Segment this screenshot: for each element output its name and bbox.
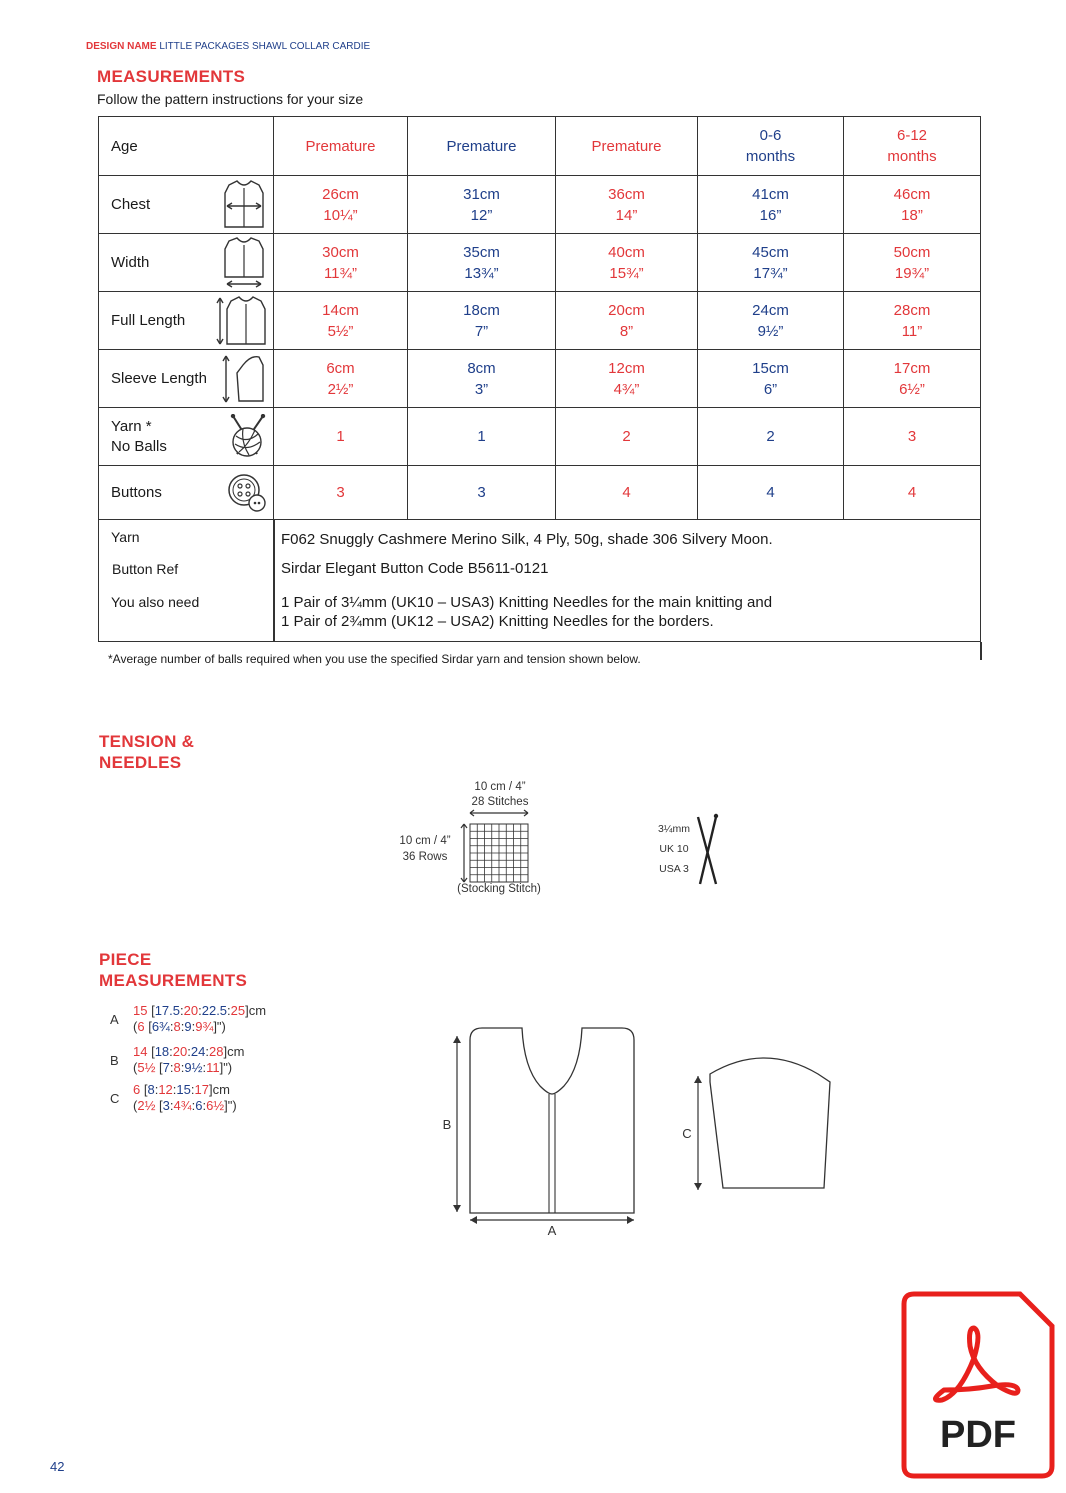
table-row bbox=[99, 292, 981, 350]
value-cell: 3 bbox=[844, 408, 981, 466]
value-cell: 35cm 13¾” bbox=[408, 234, 556, 292]
body-label-b: B bbox=[442, 1117, 452, 1132]
body-label-a: A bbox=[547, 1223, 557, 1238]
value-cell: 4 bbox=[698, 466, 844, 520]
value-cell: 45cm 17¾” bbox=[698, 234, 844, 292]
size-header: 0-6 months bbox=[698, 117, 844, 176]
needle-size-uk: UK 10 bbox=[659, 843, 689, 855]
row-label-cell bbox=[99, 234, 274, 292]
yarn-ball-icon bbox=[227, 414, 267, 460]
value-cell: 31cm 12” bbox=[408, 176, 556, 234]
value-cell: 1 bbox=[274, 408, 408, 466]
also-need-value: 1 Pair of 3¼mm (UK10 – USA3) Knitting Needles for the main knitting and bbox=[281, 594, 773, 611]
tension-grid-diagram bbox=[460, 808, 535, 886]
sleeve-label-c: C bbox=[682, 1126, 692, 1141]
sleeve-piece-diagram bbox=[690, 1048, 840, 1194]
size-header: Premature bbox=[556, 117, 698, 176]
piece-letter: B bbox=[110, 1053, 119, 1068]
size-header: Premature bbox=[274, 117, 408, 176]
value-cell: 4 bbox=[844, 466, 981, 520]
value-cell: 4 bbox=[556, 466, 698, 520]
info-divider bbox=[980, 642, 982, 660]
value-cell: 30cm 11¾” bbox=[274, 234, 408, 292]
tension-width-label: 10 cm / 4” bbox=[474, 781, 526, 793]
table-row bbox=[99, 408, 981, 466]
tension-title: TENSION & bbox=[99, 732, 195, 751]
knitting-needles-icon bbox=[695, 812, 721, 888]
sleeve-length-icon bbox=[221, 353, 267, 405]
row-label-cell bbox=[99, 350, 274, 408]
table-row bbox=[99, 350, 981, 408]
row-label-cell bbox=[99, 176, 274, 234]
piece-measurement: 6 [8:12:15:17]cm (2½ [3:4¾:6:6½]") bbox=[133, 1082, 237, 1113]
button-icon bbox=[227, 473, 267, 513]
value-cell: 46cm 18” bbox=[844, 176, 981, 234]
value-cell: 20cm 8” bbox=[556, 292, 698, 350]
size-header: 6-12 months bbox=[844, 117, 981, 176]
piece-measurement: 15 [17.5:20:22.5:25]cm (6 [6¾:8:9:9¾]") bbox=[133, 1003, 267, 1034]
measurements-subtitle: Follow the pattern instructions for your size bbox=[97, 91, 364, 107]
value-cell: 28cm 11” bbox=[844, 292, 981, 350]
age-label: Age bbox=[99, 117, 274, 176]
value-cell: 2 bbox=[556, 408, 698, 466]
row-label: Sleeve Length bbox=[111, 370, 207, 387]
chest-icon bbox=[221, 179, 267, 231]
needle-size-usa: USA 3 bbox=[659, 863, 689, 875]
table-row-age bbox=[99, 117, 981, 176]
design-name-value: LITTLE PACKAGES SHAWL COLLAR CARDIE bbox=[159, 41, 371, 52]
value-cell: 26cm 10¼” bbox=[274, 176, 408, 234]
body-piece-diagram bbox=[440, 1020, 645, 1240]
measurements-title: MEASUREMENTS bbox=[97, 67, 246, 86]
row-label-cell bbox=[99, 408, 274, 466]
tension-stitches-label: 28 Stitches bbox=[471, 796, 529, 808]
value-cell: 12cm 4¾” bbox=[556, 350, 698, 408]
table-row bbox=[99, 466, 981, 520]
value-cell: 24cm 9½” bbox=[698, 292, 844, 350]
row-label: Width bbox=[111, 254, 150, 271]
also-need-label: You also need bbox=[111, 594, 200, 610]
row-label: Full Length bbox=[111, 312, 186, 329]
info-divider bbox=[273, 520, 275, 642]
button-ref-label: Button Ref bbox=[112, 561, 179, 577]
yarn-label: Yarn bbox=[111, 529, 140, 545]
piece-measurements-title: MEASUREMENTS bbox=[99, 971, 248, 990]
page-number: 42 bbox=[50, 1459, 65, 1474]
tension-height-label: 10 cm / 4” bbox=[399, 835, 451, 847]
table-row bbox=[99, 176, 981, 234]
value-cell: 15cm 6” bbox=[698, 350, 844, 408]
piece-letter: A bbox=[110, 1012, 119, 1027]
yarn-value: F062 Snuggly Cashmere Merino Silk, 4 Ply, 50g, shade 306 Silvery Moon. bbox=[281, 531, 773, 548]
full-length-icon bbox=[215, 295, 267, 347]
design-name-label: DESIGN NAME bbox=[86, 41, 157, 52]
value-cell: 41cm 16” bbox=[698, 176, 844, 234]
row-label-cell bbox=[99, 466, 274, 520]
tension-rows-label: 36 Rows bbox=[402, 851, 448, 863]
tension-title: NEEDLES bbox=[99, 753, 182, 772]
row-label: Chest bbox=[111, 196, 151, 213]
width-icon bbox=[221, 237, 267, 289]
footnote: *Average number of balls required when you use the specified Sirdar yarn and tension shown below. bbox=[108, 652, 641, 666]
pdf-download-badge[interactable] bbox=[900, 1290, 1056, 1480]
table-row bbox=[99, 234, 981, 292]
pdf-label: PDF bbox=[940, 1414, 1016, 1456]
stitch-type-label: (Stocking Stitch) bbox=[457, 883, 541, 895]
measurements-table bbox=[98, 116, 981, 520]
value-cell: 14cm 5½” bbox=[274, 292, 408, 350]
design-name-header bbox=[86, 41, 370, 52]
value-cell: 40cm 15¾” bbox=[556, 234, 698, 292]
piece-measurement: 14 [18:20:24:28]cm (5½ [7:8:9½:11]") bbox=[133, 1044, 245, 1075]
value-cell: 8cm 3” bbox=[408, 350, 556, 408]
value-cell: 3 bbox=[408, 466, 556, 520]
row-label-cell bbox=[99, 292, 274, 350]
value-cell: 17cm 6½” bbox=[844, 350, 981, 408]
value-cell: 6cm 2½” bbox=[274, 350, 408, 408]
piece-measurements-title: PIECE bbox=[99, 950, 152, 969]
value-cell: 2 bbox=[698, 408, 844, 466]
value-cell: 3 bbox=[274, 466, 408, 520]
value-cell: 36cm 14” bbox=[556, 176, 698, 234]
size-header: Premature bbox=[408, 117, 556, 176]
also-need-value: 1 Pair of 2¾mm (UK12 – USA2) Knitting Needles for the borders. bbox=[281, 613, 714, 630]
value-cell: 50cm 19¾” bbox=[844, 234, 981, 292]
value-cell: 1 bbox=[408, 408, 556, 466]
needle-size-mm: 3¼mm bbox=[657, 823, 691, 835]
value-cell: 18cm 7” bbox=[408, 292, 556, 350]
button-ref-value: Sirdar Elegant Button Code B5611-0121 bbox=[281, 560, 549, 577]
piece-letter: C bbox=[110, 1091, 120, 1106]
row-label: Buttons bbox=[111, 484, 162, 501]
row-label: Yarn * No Balls bbox=[111, 417, 167, 455]
